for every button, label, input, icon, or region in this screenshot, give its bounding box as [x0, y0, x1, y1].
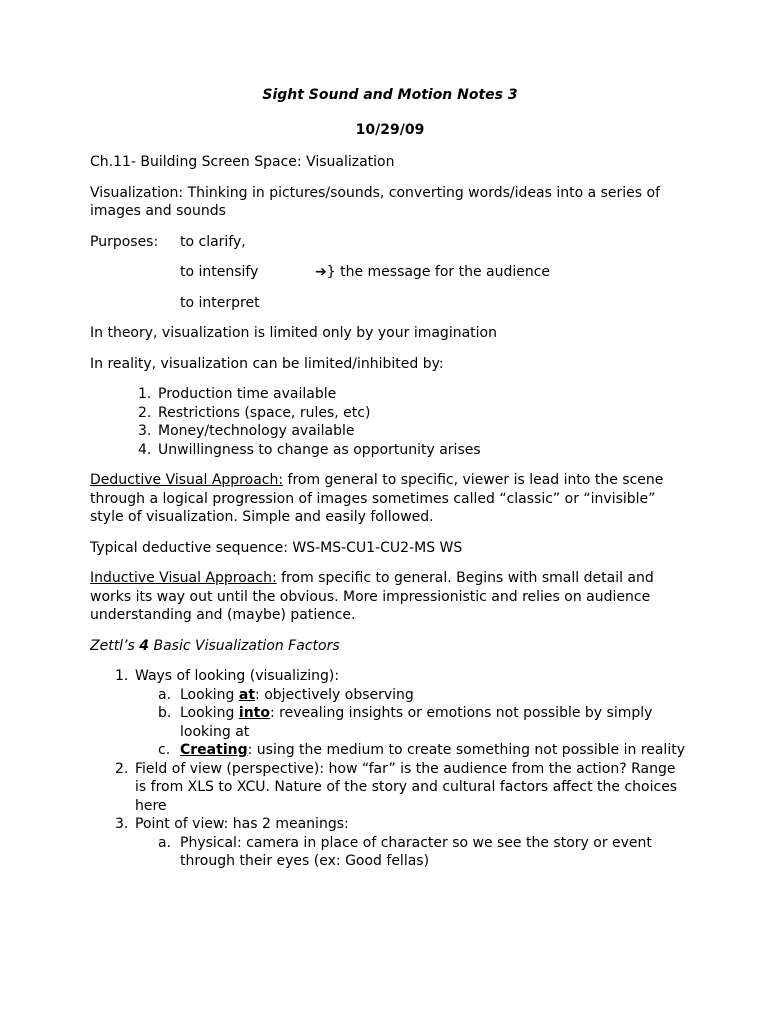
subfactor-text — [180, 741, 690, 760]
purpose-clarify: to clarify, — [180, 233, 246, 250]
purpose-interpret: to interpret — [180, 294, 260, 311]
document-title: Sight Sound and Motion Notes 3 — [262, 87, 518, 103]
inductive-paragraph — [90, 569, 690, 625]
list-item — [90, 667, 690, 686]
document-date: 10/29/09 — [355, 121, 425, 138]
purpose-intensify: to intensify — [180, 264, 259, 280]
purposes-row-3 — [90, 294, 690, 313]
list-number: 3. — [138, 423, 152, 439]
limit-text: Unwillingness to change as opportunity arises — [158, 441, 481, 458]
list-number: 1. — [115, 668, 129, 684]
subfactor-text: Physical: camera in place of character so we see the story or event through their eyes (ex: Good fellas) — [180, 834, 652, 869]
factors-list — [90, 667, 690, 871]
subfactor-text — [180, 686, 690, 705]
sub-letter: b. — [158, 705, 172, 721]
deductive-text: from general to specific, viewer is lead into the scene through a logical progression of images sometimes called “classic” or “invisible” style of visualization. Simple and easily followed. — [90, 472, 664, 525]
subfactor-post: : using the medium to create something not possible in reality — [247, 742, 685, 758]
purposes-row-2 — [90, 263, 690, 282]
list-item — [90, 760, 690, 816]
sub-list-item — [90, 704, 690, 741]
typical-sequence: Typical deductive sequence: WS-MS-CU1-CU2-MS WS — [90, 539, 463, 556]
theory-text: In theory, visualization is limited only by your imagination — [90, 325, 497, 341]
deductive-heading: Deductive Visual Approach: — [90, 472, 284, 488]
purposes-label: Purposes: — [90, 233, 159, 250]
list-item — [90, 385, 690, 404]
subfactor-pre: Looking — [180, 705, 239, 721]
list-number: 4. — [138, 441, 152, 458]
factor-text: Field of view (perspective): how “far” is the audience from the action? Range is from XLS to XCU. Nature of the story and cultural factors affect the choices here — [135, 760, 678, 814]
deductive-paragraph — [90, 471, 690, 527]
list-item — [90, 441, 690, 460]
factor-text: Ways of looking (visualizing): — [135, 668, 340, 684]
factors-heading — [90, 637, 690, 656]
purpose-brace-text: } the message for the audience — [326, 264, 551, 280]
subfactor-key: into — [238, 705, 270, 721]
factor-text: Point of view: has 2 meanings: — [135, 816, 349, 832]
limit-text: Restrictions (space, rules, etc) — [158, 404, 371, 421]
list-item — [90, 815, 690, 834]
factors-heading-pre: Zettl’s — [90, 637, 140, 654]
list-item — [90, 422, 690, 441]
list-number: 1. — [138, 386, 152, 402]
list-number: 2. — [115, 760, 129, 777]
list-item — [90, 404, 690, 423]
visualization-definition: Visualization: Thinking in pictures/sounds, converting words/ideas into a series of images and sounds — [90, 184, 661, 219]
subfactor-post: : objectively observing — [255, 686, 414, 703]
factors-heading-number: 4 — [139, 637, 150, 654]
arrow-icon: ➔ — [315, 264, 327, 280]
sub-letter: c. — [158, 742, 171, 758]
list-number: 2. — [138, 404, 152, 421]
document-body — [90, 86, 690, 871]
reality-text: In reality, visualization can be limited/inhibited by: — [90, 355, 444, 372]
subfactor-pre: Looking — [180, 686, 239, 703]
limit-text: Production time available — [158, 386, 337, 402]
sub-letter: a. — [158, 686, 172, 703]
inductive-heading: Inductive Visual Approach: — [90, 570, 277, 586]
limits-list — [90, 385, 690, 459]
sub-letter: a. — [158, 834, 172, 851]
inductive-text: from specific to general. Begins with small detail and works its way out until the obvious. More impressionistic and relies on audience understanding and (maybe) patience. — [90, 570, 654, 623]
sub-list-item — [90, 741, 690, 760]
sub-list-item — [90, 686, 690, 705]
chapter-heading: Ch.11- Building Screen Space: Visualization — [90, 154, 395, 170]
limit-text: Money/technology available — [158, 423, 355, 439]
list-number: 3. — [115, 816, 129, 832]
purposes-row-1 — [90, 233, 690, 252]
subfactor-text — [180, 704, 690, 741]
sub-list-item — [90, 834, 690, 871]
subfactor-key: at — [238, 686, 256, 703]
factors-heading-post: Basic Visualization Factors — [149, 637, 340, 654]
subfactor-key: Creating — [180, 742, 248, 758]
subfactor-post: : revealing insights or emotions not possible by simply looking at — [180, 705, 653, 740]
